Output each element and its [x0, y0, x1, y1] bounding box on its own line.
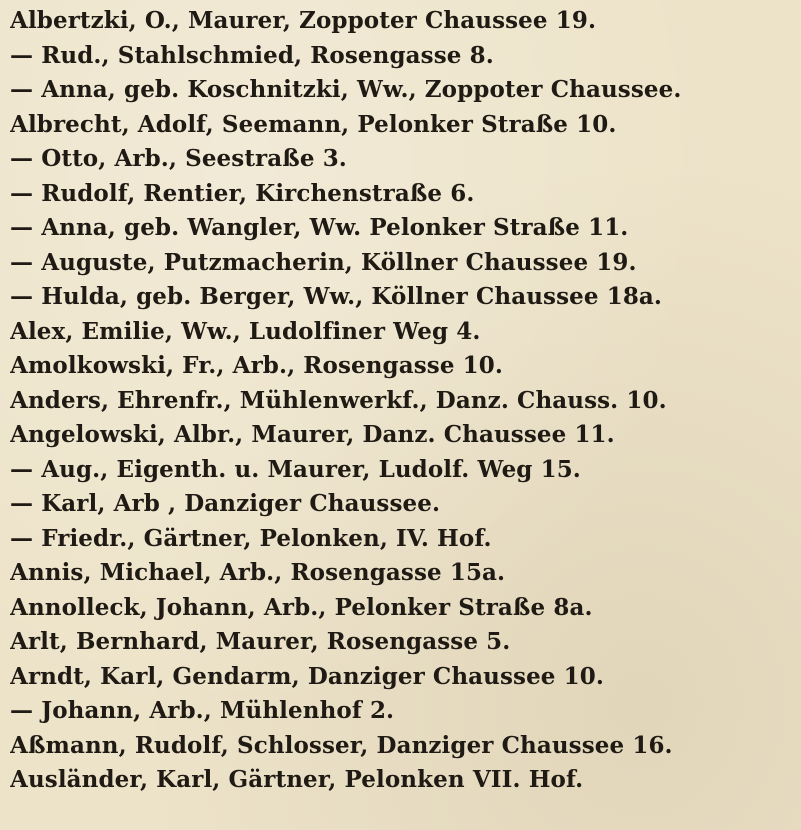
address-entry: — Anna, geb. Koschnitzki, Ww., Zoppoter Chaussee.: [10, 76, 682, 103]
address-entry: Anders, Ehrenfr., Mühlenwerkf., Danz. Chauss. 10.: [10, 386, 667, 414]
address-entry: Ausländer, Karl, Gärtner, Pelonken VII. Hof.: [10, 766, 584, 793]
address-entry: — Rud., Stahlschmied, Rosengasse 8.: [10, 41, 494, 69]
address-entry: Albertzki, O., Maurer, Zoppoter Chaussee 19.: [10, 7, 597, 34]
address-entry: — Karl, Arb , Danziger Chaussee.: [10, 490, 441, 517]
address-entry: — Hulda, geb. Berger, Ww., Köllner Chaussee 18a.: [10, 283, 663, 310]
address-entry: — Rudolf, Rentier, Kirchenstraße 6.: [10, 179, 475, 207]
address-entry: Alex, Emilie, Ww., Ludolfiner Weg 4.: [10, 317, 481, 345]
address-entry: Arndt, Karl, Gendarm, Danziger Chaussee 10.: [10, 662, 604, 690]
address-entry: — Auguste, Putzmacherin, Köllner Chaussee 19.: [10, 248, 637, 276]
address-entry: — Aug., Eigenth. u. Maurer, Ludolf. Weg 15.: [10, 455, 581, 483]
address-entry: — Otto, Arb., Seestraße 3.: [10, 145, 347, 172]
address-entry: — Friedr., Gärtner, Pelonken, IV. Hof.: [10, 524, 492, 552]
address-entry: Angelowski, Albr., Maurer, Danz. Chaussee 11.: [10, 421, 615, 448]
address-entry: Annolleck, Johann, Arb., Pelonker Straße 8a.: [10, 593, 593, 621]
address-entry-list: [10, 4, 795, 798]
address-entry: Aßmann, Rudolf, Schlosser, Danziger Chaussee 16.: [10, 731, 673, 759]
address-entry: Amolkowski, Fr., Arb., Rosengasse 10.: [10, 352, 503, 379]
address-entry: Arlt, Bernhard, Maurer, Rosengasse 5.: [10, 628, 511, 655]
address-entry: Annis, Michael, Arb., Rosengasse 15a.: [10, 559, 506, 586]
address-entry: — Johann, Arb., Mühlenhof 2.: [10, 697, 395, 724]
address-entry: Albrecht, Adolf, Seemann, Pelonker Straße 10.: [10, 110, 617, 138]
address-entry: — Anna, geb. Wangler, Ww. Pelonker Straße 11.: [10, 214, 629, 241]
